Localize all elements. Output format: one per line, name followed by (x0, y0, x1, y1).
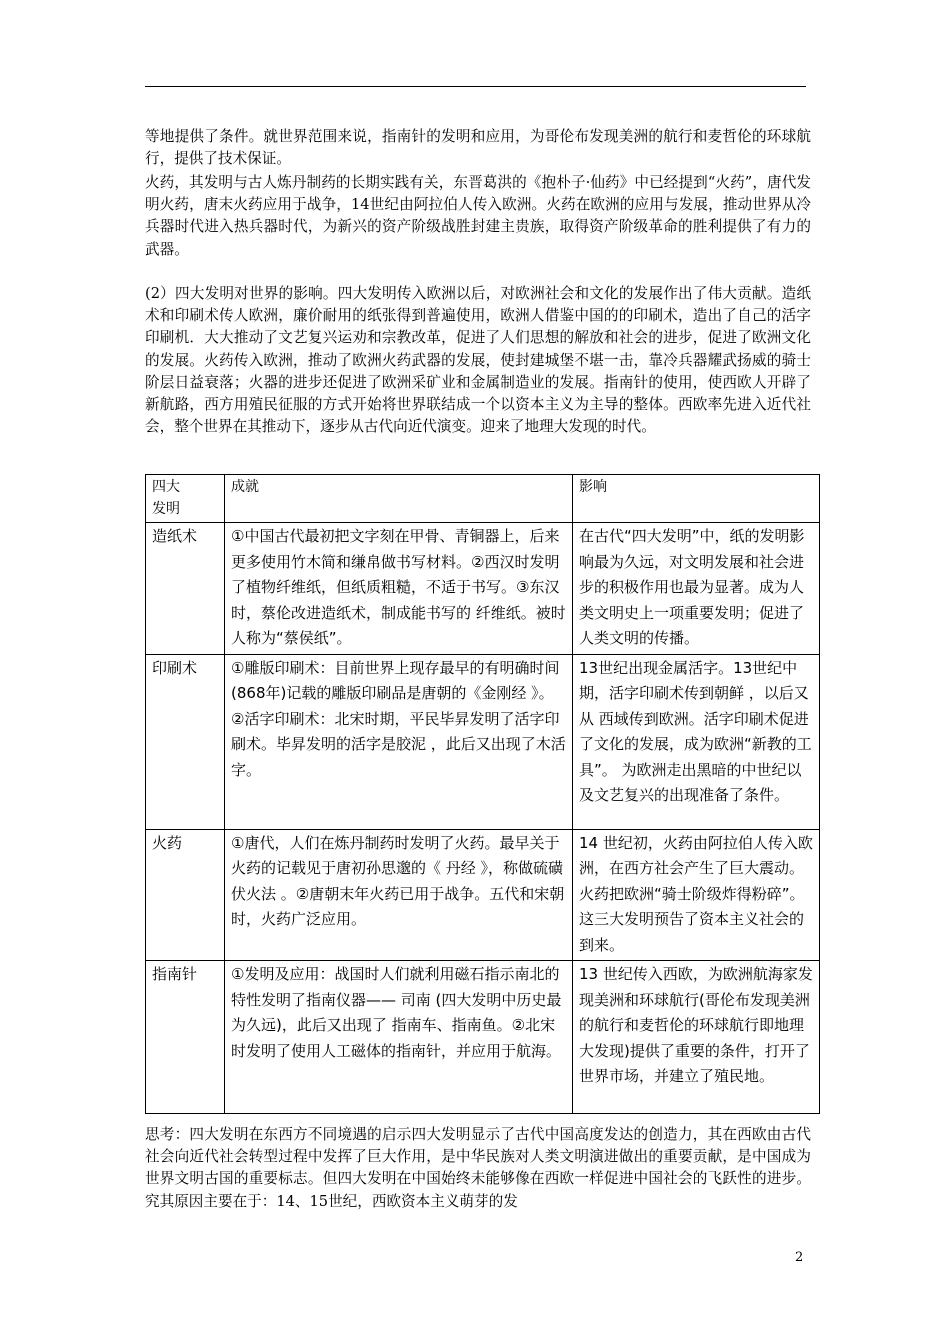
invention-name: 火药 (146, 829, 225, 961)
invention-name: 指南针 (146, 961, 225, 1114)
table-row (146, 961, 820, 1114)
header-achievement: 成就 (225, 475, 573, 523)
achievement-cell: ①中国古代最初把文字刻在甲骨、青铜器上，后来更多使用竹木简和缣帛做书写材料。②西汉时发明了植物纤维纸，但纸质粗糙，不适于书写。③东汉时，蔡伦改进造纸术，制成能书写的 纤维纸。被时人称为“蔡侯纸”。 (225, 523, 573, 655)
impact-cell: 13 世纪传入西欧，为欧洲航海家发现美洲和环球航行(哥伦布发现美洲的航行和麦哲伦的环球航行即地理大发现)提供了重要的条件，打开了世界市场，并建立了殖民地。 (573, 961, 820, 1114)
table-row (146, 523, 820, 655)
achievement-cell: ①雕版印刷术：目前世界上现存最早的有明确时间(868年)记载的雕版印刷品是唐朝的《金刚经 》。 ②活字印刷术：北宋时期，平民毕昇发明了活字印刷术。毕昇发明的活字是胶泥 ，此后又出现了木活字。 (225, 654, 573, 829)
achievement-cell: ①发明及应用：战国时人们就利用磁石指示南北的特性发明了指南仪器—— 司南 (四大发明中历史最为久远)，此后又出现了 指南车、指南鱼。②北宋时发明了使用人工磁体的指南针，并应用于航海。 (225, 961, 573, 1114)
invention-name: 造纸术 (146, 523, 225, 655)
table-row (146, 829, 820, 961)
header-rule (145, 86, 806, 87)
table-row (146, 654, 820, 829)
achievement-cell: ①唐代，人们在炼丹制药时发明了火药。最早关于火药的记载见于唐初孙思邈的《 丹经 》，称做硫磺伏火法 。②唐朝末年火药已用于战争。五代和宋朝时，火药广泛应用。 (225, 829, 573, 961)
paragraph-world-influence: (2）四大发明对世界的影响。四大发明传入欧洲以后，对欧洲社会和文化的发展作出了伟大贡献。造纸术和印刷术传人欧洲，廉价耐用的纸张得到普遍使用，欧洲人借鉴中国的的印刷术，造出了自己的活字印刷机．大大推动了文艺复兴运劝和宗教改革，促进了人们思想的解放和社会的进步，促进了欧洲文化的发展。火药传入欧洲，推动了欧洲火药武器的发展，使封建城堡不堪一击，靠冷兵器耀武扬威的骑士阶层日益衰落；火器的进步还促进了欧洲采矿业和金属制造业的发展。指南针的使用，使西欧人开辟了新航路，西方用殖民征服的方式开始将世界联结成一个以资本主义为主导的整体。西欧率先进入近代社会，整个世界在其推动下，逐步从古代向近代演变。迎来了地理大发现的时代。 (145, 285, 811, 436)
impact-cell: 14 世纪初，火药由阿拉伯人传入欧洲，在西方社会产生了巨大震动。火药把欧洲“骑士阶级炸得粉碎”。这三大发明预告了资本主义社会的到来。 (573, 829, 820, 961)
table-header-row (146, 475, 820, 523)
invention-name: 印刷术 (146, 654, 225, 829)
page-number: 2 (795, 1250, 804, 1265)
paragraph-compass-conditions: 等地提供了条件。就世界范围来说，指南针的发明和应用，为哥伦布发现美洲的航行和麦哲伦的环球航行，提供了技术保证。 (145, 128, 811, 168)
paragraph-gunpowder: 火药，其发明与古人炼丹制药的长期实践有关，东晋葛洪的《抱朴子·仙药》中已经提到“火药”，唐代发明火药，唐末火药应用于战争，14世纪由阿拉伯人传入欧洲。火药在欧洲的应用与发展，推动世界从冷兵器时代进入热兵器时代，为新兴的资产阶级战胜封建主贵族，取得资产阶级革命的胜利提供了有力的武器。 (145, 174, 811, 258)
header-impact: 影响 (573, 475, 820, 523)
impact-cell: 在古代“四大发明”中，纸的发明影响最为久远，对文明发展和社会进步的积极作用也最为显著。成为人类文明史上一项重要发明；促进了人类文明的传播。 (573, 523, 820, 655)
four-inventions-table (145, 474, 820, 1114)
paragraph-thinking: 思考：四大发明在东西方不同境遇的启示四大发明显示了古代中国高度发达的创造力，其在西欧由古代社会向近代社会转型过程中发挥了巨大作用，是中华民族对人类文明演进做出的重要贡献，是中国成为世界文明古国的重要标志。但四大发明在中国始终未能够像在西欧一样促进中国社会的飞跃性的进步。究其原因主要在于：14、15世纪，西欧资本主义萌芽的发 (145, 1126, 811, 1210)
impact-cell: 13世纪出现金属活字。13世纪中期，活字印刷术传到朝鲜 ，以后又从 西域传到欧洲。活字印刷术促进了文化的发展，成为欧洲“新教的工具”。 为欧洲走出黑暗的中世纪以及文艺复兴的出现准备了条件。 (573, 654, 820, 829)
header-invention: 四大 发明 (146, 475, 225, 523)
